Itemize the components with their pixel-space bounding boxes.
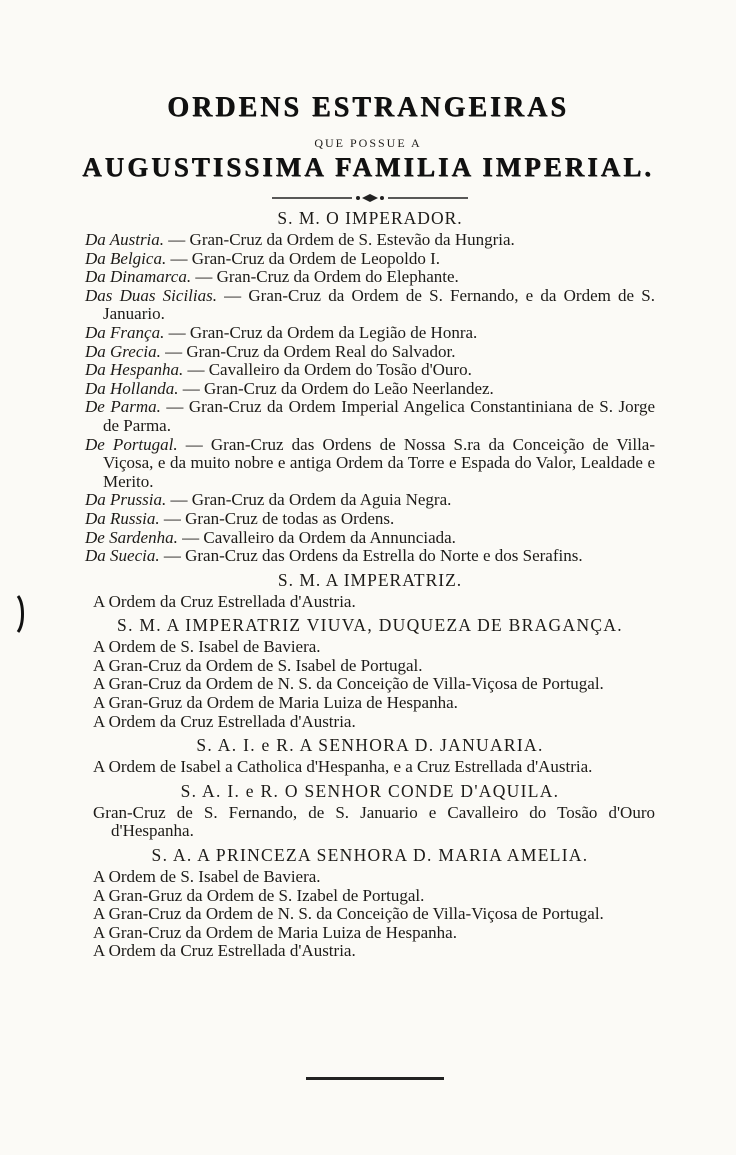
list-item: Da Russia. — Gran-Cruz de todas as Ordens. bbox=[85, 508, 395, 528]
heading-d-januaria: S. A. I. e R. A SENHORA D. JANUARIA. bbox=[196, 735, 544, 756]
list-item: A Gran-Cruz da Ordem de S. Isabel de Portugal. bbox=[93, 655, 423, 675]
list-item: A Ordem de S. Isabel de Baviera. bbox=[93, 867, 321, 887]
end-rule bbox=[306, 1077, 444, 1080]
title-familia-imperial: AUGUSTISSIMA FAMILIA IMPERIAL. bbox=[82, 152, 654, 182]
imperatriz-viuva-orders-list bbox=[85, 638, 655, 731]
margin-bracket-icon bbox=[16, 594, 26, 634]
imperador-orders-list bbox=[85, 231, 655, 566]
list-item: Da Dinamarca. — Gran-Cruz da Ordem do Elephante. bbox=[85, 267, 459, 287]
list-item: Da França. — Gran-Cruz da Ordem da Legião de Honra. bbox=[85, 322, 478, 342]
list-item: Da Belgica. — Gran-Cruz da Ordem de Leopoldo I. bbox=[85, 248, 441, 268]
list-item: Da Austria. — Gran-Cruz da Ordem de S. Estevão da Hungria. bbox=[85, 230, 515, 249]
list-item: A Ordem de S. Isabel de Baviera. bbox=[93, 637, 321, 657]
list-item: A Ordem da Cruz Estrellada d'Austria. bbox=[93, 711, 356, 731]
title-ordens-estrangeiras: ORDENS ESTRANGEIRAS bbox=[167, 92, 569, 123]
list-item: A Gran-Gruz da Ordem de S. Izabel de Portugal. bbox=[93, 885, 425, 905]
list-item: Da Prussia. — Gran-Cruz da Ordem da Aguia Negra. bbox=[85, 490, 452, 510]
list-item: A Ordem da Cruz Estrellada d'Austria. bbox=[93, 941, 356, 961]
list-item: A Ordem de Isabel a Catholica d'Hespanha, e a Cruz Estrellada d'Austria. bbox=[93, 757, 593, 777]
heading-maria-amelia: S. A. A PRINCEZA SENHORA D. MARIA AMELIA. bbox=[151, 845, 589, 866]
list-item: Gran-Cruz de S. Fernando, de S. Januario e Cavalleiro do Tosão d'Ouro d'Hespanha. bbox=[93, 802, 655, 841]
list-item: Da Hollanda. — Gran-Cruz da Ordem do Leão Neerlandez. bbox=[85, 378, 494, 398]
subtitle-que-possue: QUE POSSUE A bbox=[314, 136, 422, 150]
conde-daquila-orders-list bbox=[85, 804, 655, 841]
list-item: De Portugal. — Gran-Cruz das Ordens de Nossa S.ra da Conceição de Villa-Viçosa, e da muito nobre e antiga Ordem da Torre e Espada do Valor, Lealdade e Merito. bbox=[85, 434, 656, 491]
document-body bbox=[85, 204, 655, 961]
list-item: A Gran-Cruz da Ordem de Maria Luiza de Hespanha. bbox=[93, 922, 457, 942]
maria-amelia-orders-list bbox=[85, 868, 655, 961]
list-item: A Gran-Cruz da Ordem de N. S. da Conceição de Villa-Viçosa de Portugal. bbox=[93, 904, 604, 924]
list-item: A Gran-Gruz da Ordem de Maria Luiza de Hespanha. bbox=[93, 693, 458, 713]
list-item: De Parma. — Gran-Cruz da Ordem Imperial Angelica Constantiniana de S. Jorge de Parma. bbox=[85, 397, 655, 435]
heading-imperatriz: S. M. A IMPERATRIZ. bbox=[277, 569, 463, 590]
list-item: Da Suecia. — Gran-Cruz das Ordens da Estrella do Norte e dos Serafins. bbox=[85, 546, 583, 566]
list-item: Das Duas Sicilias. — Gran-Cruz da Ordem de S. Fernando, e da Ordem de S. Januario. bbox=[85, 285, 656, 324]
ornament-divider-icon bbox=[270, 193, 470, 203]
list-item: Da Grecia. — Gran-Cruz da Ordem Real do Salvador. bbox=[85, 341, 456, 361]
list-item: Da Hespanha. — Cavalleiro da Ordem do Tosão d'Ouro. bbox=[85, 360, 472, 380]
heading-imperatriz-viuva: S. M. A IMPERATRIZ VIUVA, DUQUEZA DE BRAGANÇA. bbox=[117, 615, 623, 636]
list-item: A Ordem da Cruz Estrellada d'Austria. bbox=[93, 591, 356, 611]
d-januaria-orders-list bbox=[85, 758, 655, 777]
heading-conde-daquila: S. A. I. e R. O SENHOR CONDE D'AQUILA. bbox=[180, 780, 560, 801]
list-item: A Gran-Cruz da Ordem de N. S. da Conceição de Villa-Viçosa de Portugal. bbox=[93, 674, 604, 694]
list-item: De Sardenha. — Cavalleiro da Ordem da Annunciada. bbox=[85, 527, 456, 547]
imperatriz-orders-list bbox=[85, 593, 655, 612]
heading-imperador: S. M. O IMPERADOR. bbox=[277, 208, 463, 228]
